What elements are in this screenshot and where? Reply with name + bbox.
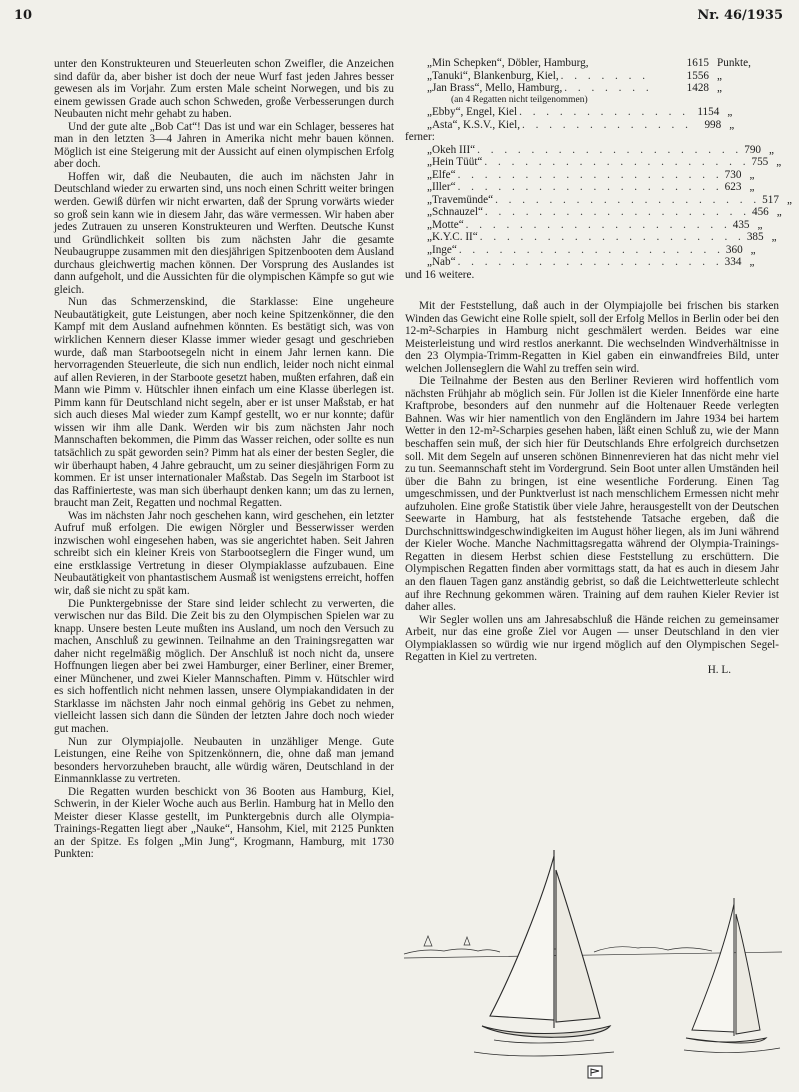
right-sailboat-sketch	[684, 898, 780, 1053]
paragraph: Nun das Schmerzenskind, die Starklasse: Eine ungeheure Neubautätigkeit, gute Leistungen, aber noch keine Spitzenkönner, die den Kampf mit dem Ausland aufnehmen könnten. Es bestätigt sich, was von wirklichen Kennern dieser Klasse immer wieder gesagt und geschrieben wurde, daß man Starbootsegeln nicht in einem Jahr lernen kann. Die hervorragenden Steuerleute, die sich nun endlich, leider noch nicht einmal auf allen Revieren, in der Starboote gesetzt haben, mußten erfahren, daß ein Mann wie Pimm v. Hütschler ihnen einfach um eine Klasse überlegen ist. Pimm kann für Deutschland nicht segeln, aber er ist unser Maßstab, er hat sich auch dieses Mal wieder zum Kampf gestellt, wo er nur konnte; dafür wissen wir ihm alle Dank. Werden wir bis zum nächsten Jahr noch Mannschaften bekommen, die Pimm das Wasser reichen, oder sollte es nun tatsächlich zu spät geworden sein? Pimm hat als einer der besten Segler, die wir überhaupt haben, 4 Jahre gebraucht, um zu seiner diesjährigen Form zu kommen. Er ist unser internationaler Maßstab. Das Segeln im Starboot ist das Raffinierteste, was man sich überhaupt denken kann; um das zu lernen, braucht man Zeit, Regatten und nochmal Regatten.	[54, 296, 394, 510]
result-row: „Motte“ . . . . . . . . . . . . . . . . . . . . 435 „	[427, 218, 763, 231]
result-row: „Ebby“, Engel, Kiel . . . . . . . . . . . . . 1154 „	[427, 106, 733, 118]
paragraph: Die Regatten wurden beschickt von 36 Booten aus Hamburg, Kiel, Schwerin, in der Kieler Woche auch aus Berlin. Hamburg hat in Mello den Meister dieser Klasse gestellt, im Punktergebnis durch alle Olympia-Trainings-Regatten liegt aber „Nauke“, Hansohm, Kiel, mit 2125 Punkten an der Spitze. Es folgen „Min Jung“, Krogmann, Hamburg, mit 1730 Punkten:	[54, 785, 394, 861]
ferner-label: ferner:	[405, 131, 435, 143]
result-row: „Travemünde“ . . . . . . . . . . . . . . . . . . . . 517 „	[427, 193, 792, 206]
result-row: „Iller“ . . . . . . . . . . . . . . . . . . . . 623 „	[427, 181, 755, 193]
result-note: (an 4 Regatten nicht teilgenommen)	[451, 94, 588, 105]
result-row: „Tanuki“, Blankenburg, Kiel, . . . . . . . 1556 „	[427, 69, 722, 82]
paragraph: Die Punktergebnisse der Stare sind leider schlecht zu verwerten, die verwischen nur das Bild. Die Zeit bis zu den Olympischen Spielen war zu knapp. Unsere besten Leute mußten ins Ausland, um noch den Versuch zu machen, Anschluß zu gewinnen. Teilnahme an den Trainingsregatten war daher nicht regelmäßig möglich. Der Anschluß ist noch nicht da, unsere Hoffnungen liegen aber bei zwei Hamburger, einer Berliner, einer Bremer, einer Münchener, und zwei Kieler Mannschaften. Pimm v. Hütschler wird es sich hoffentlich nicht nehmen lassen, unsere Olympiakandidaten in der Starklasse im nächsten Jahr noch einmal gehörig ins Gebet zu nehmen, vielleicht lassen sich dann die Sünden der letzten Jahre doch noch wieder gut machen.	[54, 597, 394, 735]
more-boats: und 16 weitere.	[405, 268, 475, 281]
paragraph: Die Teilnahme der Besten aus den Berliner Revieren wird hoffentlich vom nächsten Frühjahr ab möglich sein. Für Jollen ist die Kieler Innenförde eine harte Kraftprobe, besonders auf den nunmehr auf die Holtenauer Reede verlegten Bahnen. Was wir hier namentlich von den Engländern im Jahre 1934 bei hartem Wetter in den 12-m²-Scharpies gesehen haben, läßt einen Schluß zu, wie der Mann beschaffen sein muß, der sich hier für Deutschlands Ehre erfolgreich durchsetzen soll. Mit dem Segeln auf unseren schönen Binnenrevieren hat das nicht mehr viel zu tun. Seemannschaft steht im Vordergrund. Sein Boot unter allen Umständen heil über die Bahn zu bringen, ist eine wesentliche Forderung. Einen Tag umgeschmissen, und der Punktverlust ist nach menschlichem Ermessen nicht mehr aufzuholen. Eine große Statistik über viele Jahre, herausgestellt von der Deutschen Seewarte in Hamburg, hat als feststehende Tatsache ergeben, daß die Durchschnittswindgeschwindigkeiten im August höher liegen, als im Juni während der Kieler Woche. Manche Nachmittagsregatta während der Olympia-Trainings-Regatten in diesem Herbst schien diese Feststellung zu erschüttern. Die Olympischen Regatten finden aber vormittags statt, da hat es auch in diesem Jahr an den flauen Tagen ganz anständig gebrist, so daß die Leichtwetterleute schlecht auf ihre Rechnung gekommen wären. Training auf dem rauhen Kieler Revier ist daher alles.	[405, 375, 779, 614]
paragraph: Hoffen wir, daß die Neubauten, die auch im nächsten Jahr in Deutschland wieder zu erwarten sind, uns noch einen Schritt weiter bringen werden. Gewiß dürfen wir nicht erwarten, daß der Sprung vorwärts wieder so groß sein kann wie in diesem Jahr, das wäre vermessen. Wir haben aber jedes Zutrauen zu unseren Konstrukteuren und Werften. Deutsche Kunst und Gründlichkeit sollten bis zum nächsten Jahr die gesamte Neubaugruppe zusammen mit den diesjährigen Spitzenbooten dem Ausland durchaus gleichwertig machen können. Der Vorsprung des Auslandes ist dann aufgeholt, und die Aussichten für die olympischen Kämpfe so gut wie gleich.	[54, 170, 394, 296]
sailboat-sketch	[404, 840, 782, 1086]
result-row: „Asta“, K.S.V., Kiel, . . . . . . . . . . . . . 998 „	[427, 118, 735, 131]
left-sailboat-sketch	[474, 850, 614, 1056]
issue-number: Nr. 46/1935	[697, 8, 783, 23]
flag-emblem-icon	[588, 1066, 602, 1078]
result-row: „Okeh III“ . . . . . . . . . . . . . . . . . . . . 790 „	[427, 143, 774, 156]
right-column	[405, 300, 779, 676]
paragraph: Wir Segler wollen uns am Jahresabschluß die Hände reichen zu gemeinsamer Arbeit, nur das eine große Ziel vor Augen — unser Deutschland in den vier Olympiaklassen so würdig wie nur irgend möglich auf den Olympischen Segel-Regatten in Kiel zu vertreten.	[405, 613, 779, 664]
result-row: „Inge“ . . . . . . . . . . . . . . . . . . . . 360 „	[427, 243, 756, 256]
result-row: „Hein Tüüt“ . . . . . . . . . . . . . . . . . . . . 755 „	[427, 156, 782, 168]
paragraph: unter den Konstrukteuren und Steuerleuten schon Zweifler, die Anzeichen sind dafür da, aber bisher ist doch der neue Wurf fast jeden Jahres besser gewesen als im Vorjahr. Zum ersten Male scheint Norwegen, und bis zu einem gewissen Grade auch schon Schweden, große Verbesserungen durch Neubauten nicht mehr gehabt zu haben.	[54, 58, 394, 121]
left-column	[54, 58, 394, 861]
result-row: „Elfe“ . . . . . . . . . . . . . . . . . . . . 730 „	[427, 168, 755, 181]
page-number: 10	[14, 8, 33, 23]
result-row: „Min Schepken“, Döbler, Hamburg, 1615 Punkte,	[427, 57, 751, 69]
result-row: „K.Y.C. II“ . . . . . . . . . . . . . . . . . . . . 385 „	[427, 231, 777, 243]
author-signature: H. L.	[707, 663, 731, 676]
result-row: „Schnauzel“ . . . . . . . . . . . . . . . . . . . . 456 „	[427, 206, 782, 218]
paragraph: Was im nächsten Jahr noch geschehen kann, wird geschehen, ein letzter Aufruf muß erfolgen. Die ewigen Nörgler und Besserwisser werden inzwischen wohl eingesehen haben, was sie angerichtet haben. Seit Jahren schreibt sich ein kleiner Kreis von Starbootseglern die Finger wund, um eine erstklassige Vertretung in dieser Olympiaklasse aufzubauen. Eine Neubautätigkeit von phantastischem Ausmaß ist wenigstens erreicht, hoffen wir, daß sie nicht zu spät kam.	[54, 509, 394, 597]
result-row: „Nab“ . . . . . . . . . . . . . . . . . . . . 334 „	[427, 256, 755, 268]
paragraph: Und der gute alte „Bob Cat“! Das ist und war ein Schlager, besseres hat man in den letzten 3—4 Jahren in Amerika nicht mehr bauen können. Möglich ist eine Steigerung mit der Aussicht auf einen olympischen Erfolg aber doch.	[54, 120, 394, 171]
result-row: „Jan Brass“, Mello, Hamburg, . . . . . . . 1428 „	[427, 82, 722, 94]
paragraph: Mit der Feststellung, daß auch in der Olympiajolle bei frischen bis starken Winden das Gewicht eine Rolle spielt, soll der Erfolg Mellos in Berlin oder bei den 12-m²-Scharpies in Hamburg nicht geschmälert werden. Beides war eine Meisterleistung und wird restlos anerkannt. Die wechselnden Windverhältnisse in den 23 Olympia-Trimm-Regatten in Kiel gaben ein einwandfreies Bild, unter welchen Jollenseglern die Wahl zu treffen sein wird.	[405, 300, 779, 375]
paragraph: Nun zur Olympiajolle. Neubauten in unzähliger Menge. Gute Leistungen, eine Reihe von Spitzenkönnern, die, ohne daß man jemand besonders hervorzuheben braucht, alle würdig wären, Deutschland in der Einmannklasse zu vertreten.	[54, 735, 394, 786]
results-list	[405, 57, 792, 281]
